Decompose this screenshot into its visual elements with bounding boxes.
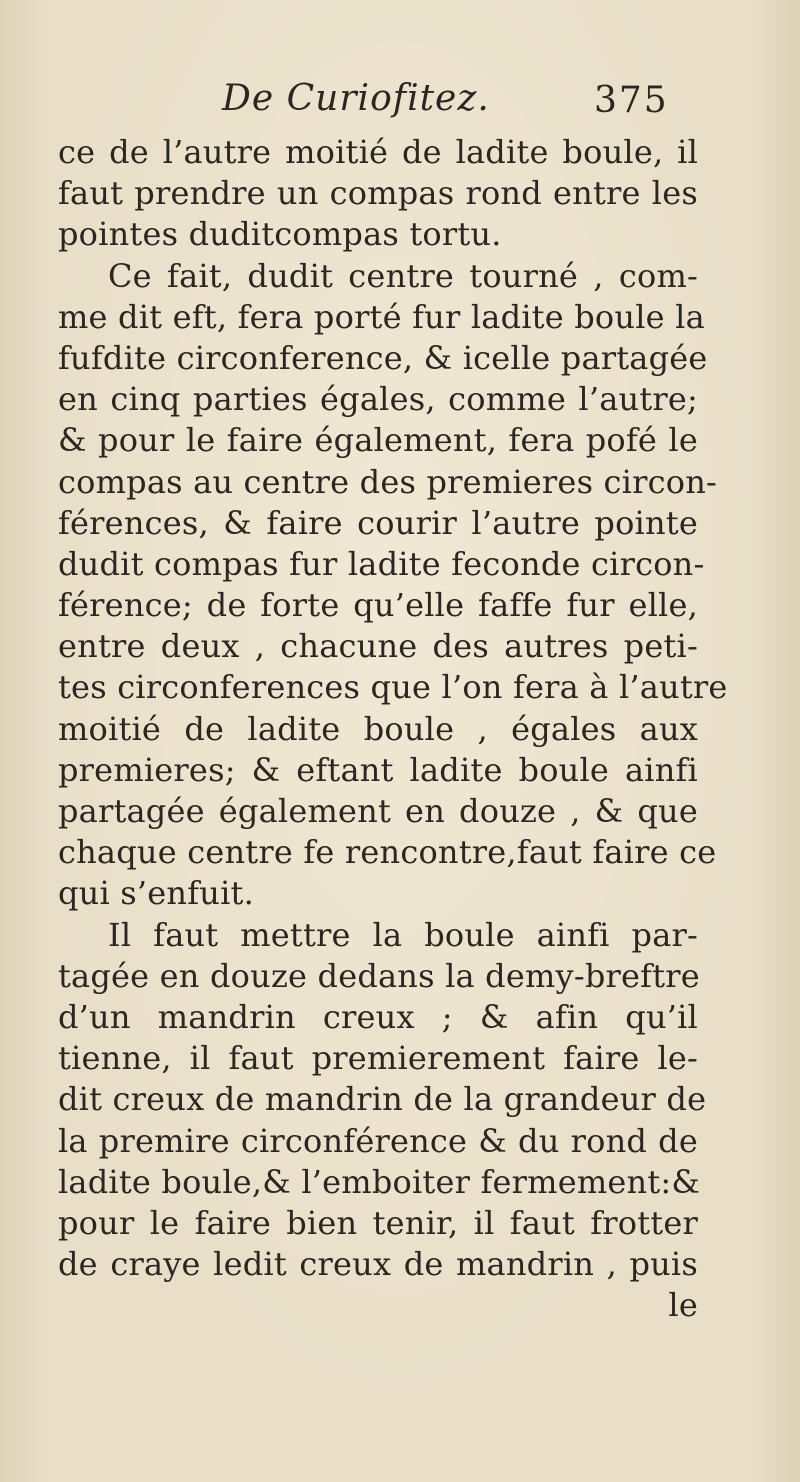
text-line: tagée en douze dedans la demy-breftre — [58, 956, 700, 995]
text-line: pour le faire bien tenir, il faut frotter — [58, 1203, 698, 1242]
text-line: fufdite circonference, & icelle partagée — [58, 338, 708, 377]
text-line: de craye ledit creux de mandrin , puis — [58, 1245, 698, 1284]
page-header — [0, 78, 800, 138]
text-line: tes circonferences que l’on fera à l’autre — [58, 668, 728, 707]
text-line: dit creux de mandrin de la grandeur de — [58, 1080, 707, 1119]
text-line: qui s’enfuit. — [58, 874, 254, 913]
text-line: dudit compas fur ladite feconde circon- — [58, 544, 705, 583]
page-number: 375 — [594, 80, 669, 121]
text-line: & pour le faire également, fera pofé le — [58, 421, 698, 460]
text-line: faut prendre un compas rond entre les — [58, 174, 698, 213]
text-line: compas au centre des premieres circon- — [58, 462, 718, 501]
text-line: en cinq parties égales, comme l’autre; — [58, 380, 698, 419]
text-line: Ce fait, dudit centre tourné , com- — [108, 256, 698, 295]
text-line: la premire circonférence & du rond de — [58, 1121, 698, 1160]
text-line: pointes duditcompas tortu. — [58, 215, 502, 254]
text-line: premieres; & eftant ladite boule ainfi — [58, 750, 698, 789]
catchword: le — [668, 1286, 698, 1325]
text-line: ce de l’autre moitié de ladite boule, il — [58, 133, 698, 171]
text-line: d’un mandrin creux ; & afin qu’il — [58, 997, 698, 1036]
running-head: De Curiofitez. — [222, 78, 490, 119]
text-line: chaque centre fe rencontre,faut faire ce — [58, 833, 717, 872]
text-line: tienne, il faut premierement faire le- — [58, 1039, 698, 1078]
text-line: férences, & faire courir l’autre pointe — [58, 503, 698, 542]
text-line: entre deux , chacune des autres peti- — [58, 627, 698, 666]
text-line: partagée également en douze , & que — [58, 792, 698, 830]
text-line: Il faut mettre la boule ainfi par- — [108, 915, 698, 954]
text-line: férence; de forte qu’elle faffe fur elle, — [58, 586, 698, 625]
text-line: ladite boule,& l’emboiter fermement:& — [58, 1162, 701, 1201]
text-line: me dit eft, fera porté fur ladite boule la — [58, 297, 705, 336]
body-text — [58, 132, 728, 1326]
text-line: moitié de ladite boule , égales aux — [58, 709, 698, 748]
